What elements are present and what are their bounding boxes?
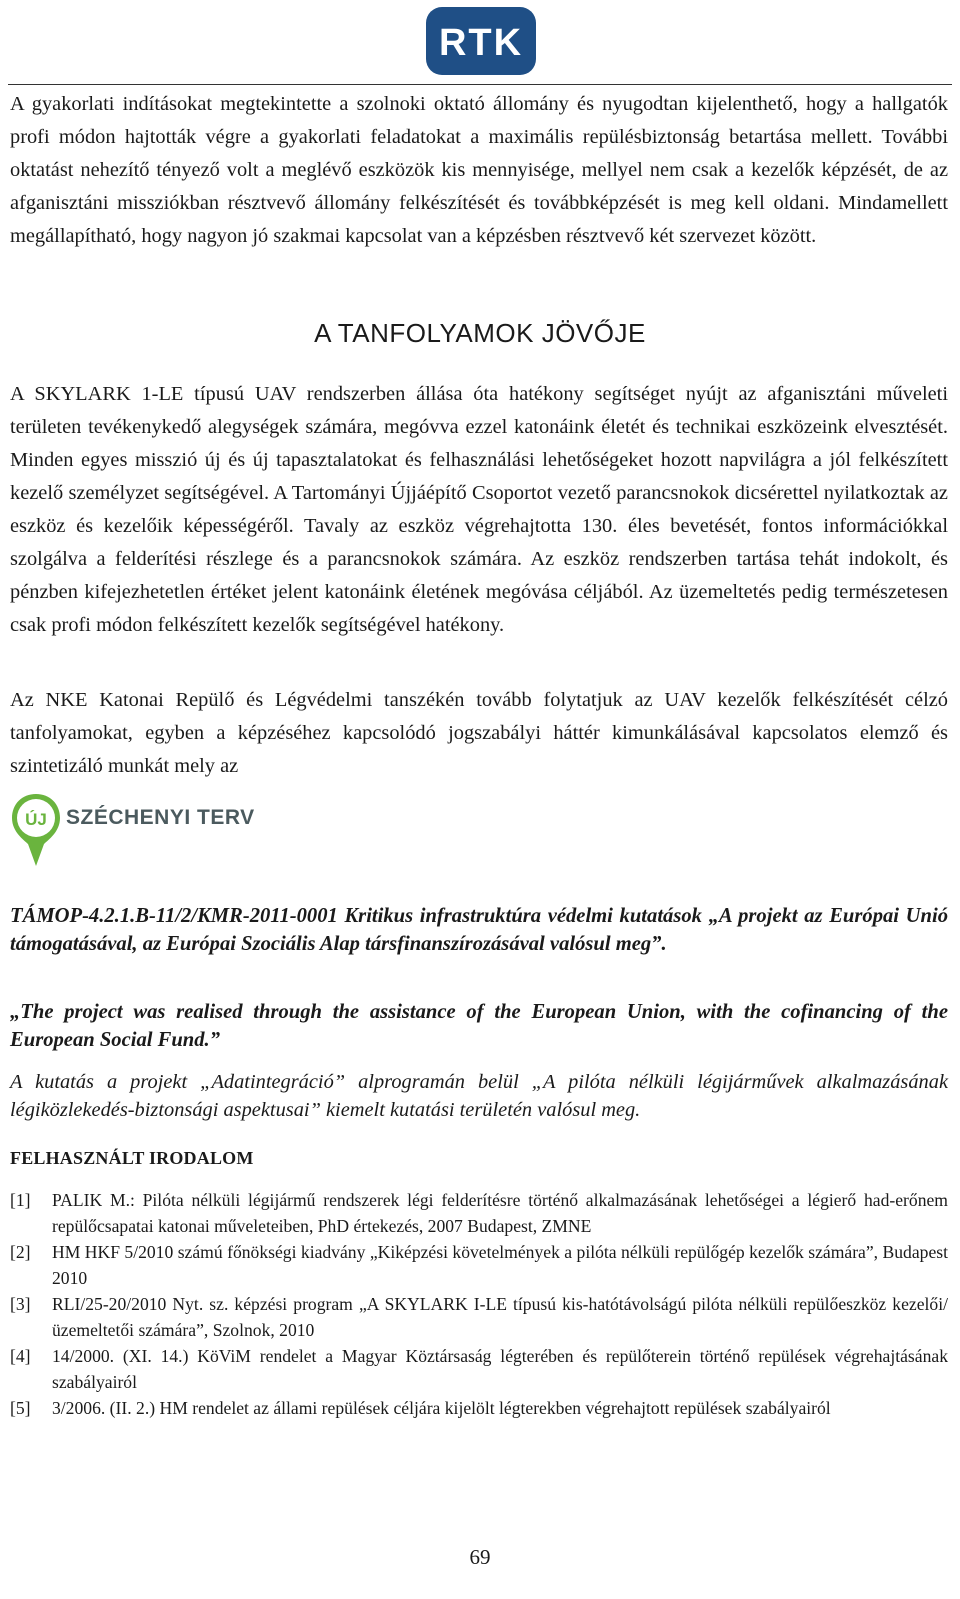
szechenyi-wordmark: SZÉCHENYI TERV <box>66 806 255 829</box>
funding-statement-hu: TÁMOP-4.2.1.B-11/2/KMR-2011-0001 Kritikus infrastruktúra védelmi kutatások „A projekt az Európai Unió támogatásával, az Európai Szociális Alap társfinanszírozásával valósul meg”. <box>10 905 948 955</box>
szechenyi-terv-logo <box>10 792 260 868</box>
header-divider <box>8 84 952 85</box>
paragraph-2: A SKYLARK 1-LE típusú UAV rendszerben állása óta hatékony segítséget nyújt az afganisztáni műveleti területen tevékenykedő alegységek számára, megóvva ezzel katonáink életét és technikai eszközeink elvesztését. Minden egyes misszió új és új tapasztalatokat és felhasználási lehetőségeket hozott napvilágra a jól felkészített kezelő személyzet segítségével. A Tartományi Újjáépítő Csoportot vezető parancsnokok dicsérettel nyilatkoztak az eszköz és kezelőik képességéről. Tavaly az eszköz végrehajtotta 130. éles bevetését, fontos információkkal szolgálva a felderítési részlege és a parancsnokok számára. Az eszköz rendszerben tartása tehát indokolt, és pénzben kifejezhetetlen értéket jelent katonáink életének megóvása céljából. Az üzemeltetés pedig természetesen csak profi módon felkészített kezelők segítségével hatékony. <box>10 383 948 636</box>
reference-number: [4] <box>10 1346 31 1366</box>
reference-text: 14/2000. (XI. 14.) KöViM rendelet a Magyar Köztársaság légterében és repülőterein történő repülések végrehajtásának szabályairól <box>52 1346 948 1392</box>
reference-number: [1] <box>10 1190 31 1210</box>
paragraph-1: A gyakorlati indításokat megtekintette a szolnoki oktató állomány és nyugodtan kijelenthető, hogy a hallgatók profi módon hajtották végre a gyakorlati feladatokat a maximális repülésbiztonság betartása mellett. További oktatást nehezítő tényező volt a meglévő eszközök kis mennyisége, mellyel nem csak a kezelők képzését, de az afganisztáni missziókban résztvevő állomány felkészítését és továbbképzését is meg kell oldani. Mindamellett megállapítható, hogy nagyon jó szakmai kapcsolat van a képzésben résztvevő két szervezet között. <box>10 93 948 247</box>
paragraph-3: Az NKE Katonai Repülő és Légvédelmi tanszékén tovább folytatjuk az UAV kezelők felkészítését célzó tanfolyamokat, egyben a képzéséhez kapcsolódó jogszabályi háttér kimunkálásával kapcsolatos elemző és szintetizáló munkát mely az <box>10 689 948 777</box>
reference-text: HM HKF 5/2010 számú főnökségi kiadvány „Kiképzési követelmények a pilóta nélküli repülőgép kezelők számára”, Budapest 2010 <box>52 1242 948 1288</box>
section-heading: A TANFOLYAMOK JÖVŐJE <box>314 318 646 348</box>
funding-statement-en: „The project was realised through the assistance of the European Union, with the cofinancing of the European Social Fund.” <box>10 1001 948 1051</box>
reference-number: [5] <box>10 1398 31 1418</box>
reference-text: RLI/25-20/2010 Nyt. sz. képzési program „A SKYLARK I-LE típusú kis-hatótávolságú pilóta nélküli repülőeszköz kezelői/üzemeltetői számára”, Szolnok, 2010 <box>52 1294 948 1340</box>
reference-item <box>10 1291 948 1343</box>
reference-item <box>10 1343 948 1395</box>
reference-text: 3/2006. (II. 2.) HM rendelet az állami repülések céljára kijelölt légterekben végrehajtott repülések szabályairól <box>52 1398 831 1418</box>
references-heading: FELHASZNÁLT IRODALOM <box>10 1148 254 1168</box>
page-number: 69 <box>469 1545 491 1569</box>
reference-text: PALIK M.: Pilóta nélküli légijármű rendszerek légi felderítésre történő alkalmazásának lehetőségei a légierő had-erőnem repülőcsapatai katonai műveleteiben, PhD értekezés, 2007 Budapest, ZMNE <box>52 1190 948 1236</box>
szechenyi-badge-text: ÚJ <box>25 810 47 829</box>
reference-number: [3] <box>10 1294 31 1314</box>
rtk-logo-text: RTK <box>438 22 524 64</box>
reference-item <box>10 1239 948 1291</box>
research-statement: A kutatás a projekt „Adatintegráció” alprogramán belül „A pilóta nélküli légijárművek alkalmazásának légiközlekedés-biztonsági aspektusai” kiemelt kutatási területén valósul meg. <box>10 1071 948 1121</box>
reference-number: [2] <box>10 1242 31 1262</box>
rtk-logo <box>425 6 537 76</box>
references-list <box>10 1187 948 1421</box>
reference-item <box>10 1395 948 1421</box>
reference-item <box>10 1187 948 1239</box>
